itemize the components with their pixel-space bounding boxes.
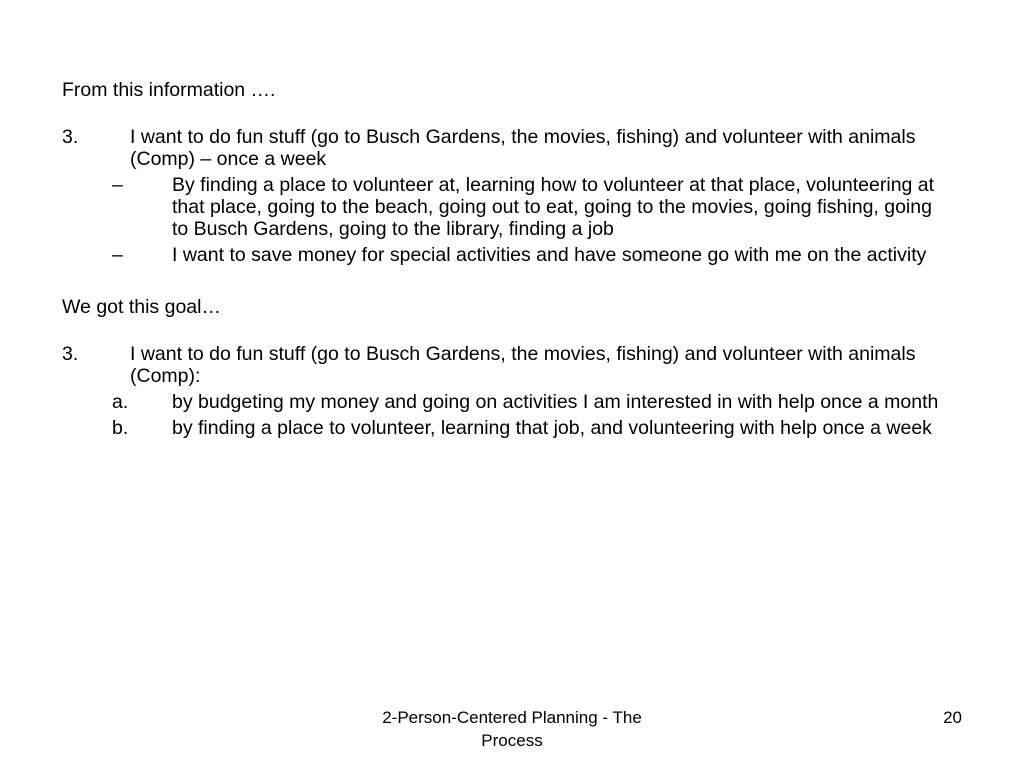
section1-item — [62, 126, 962, 170]
intro-heading: From this information …. — [62, 79, 276, 101]
section2-subitem-a — [62, 391, 962, 413]
slide-content — [62, 79, 962, 439]
section2-number: 3. — [62, 343, 79, 365]
footer-title: 2-Person-Centered Planning - The Process — [382, 708, 642, 750]
section1-text: I want to do fun stuff (go to Busch Gardens, the movies, fishing) and volunteer with animals (Comp) – once a week — [130, 126, 916, 170]
letter-marker-a: a. — [112, 391, 129, 413]
letter-marker-b: b. — [112, 417, 129, 439]
section2-text: I want to do fun stuff (go to Busch Gardens, the movies, fishing) and volunteer with animals (Comp): — [130, 343, 916, 387]
dash-marker: – — [112, 174, 123, 196]
section1-number: 3. — [62, 126, 79, 148]
section1-subitem-2 — [62, 244, 962, 266]
goal-heading: We got this goal… — [62, 296, 221, 318]
section2-subitem-a-text: by budgeting my money and going on activities I am interested in with help once a month — [172, 391, 939, 413]
section1-subitem-2-text: I want to save money for special activities and have someone go with me on the activity — [172, 244, 927, 266]
section2-subitem-b — [62, 417, 962, 439]
section1-subitem-1-text: By finding a place to volunteer at, learning how to volunteer at that place, volunteering at that place, going to the beach, going out to eat, going to the movies, going fishing, going to Busch Gardens, going to the library, finding a job — [172, 174, 935, 240]
section1-subitem-1 — [62, 174, 962, 240]
section2-item — [62, 343, 962, 387]
page-number: 20 — [943, 708, 962, 727]
dash-marker: – — [112, 244, 123, 266]
section2-subitem-b-text: by finding a place to volunteer, learning that job, and volunteering with help once a week — [172, 417, 932, 439]
